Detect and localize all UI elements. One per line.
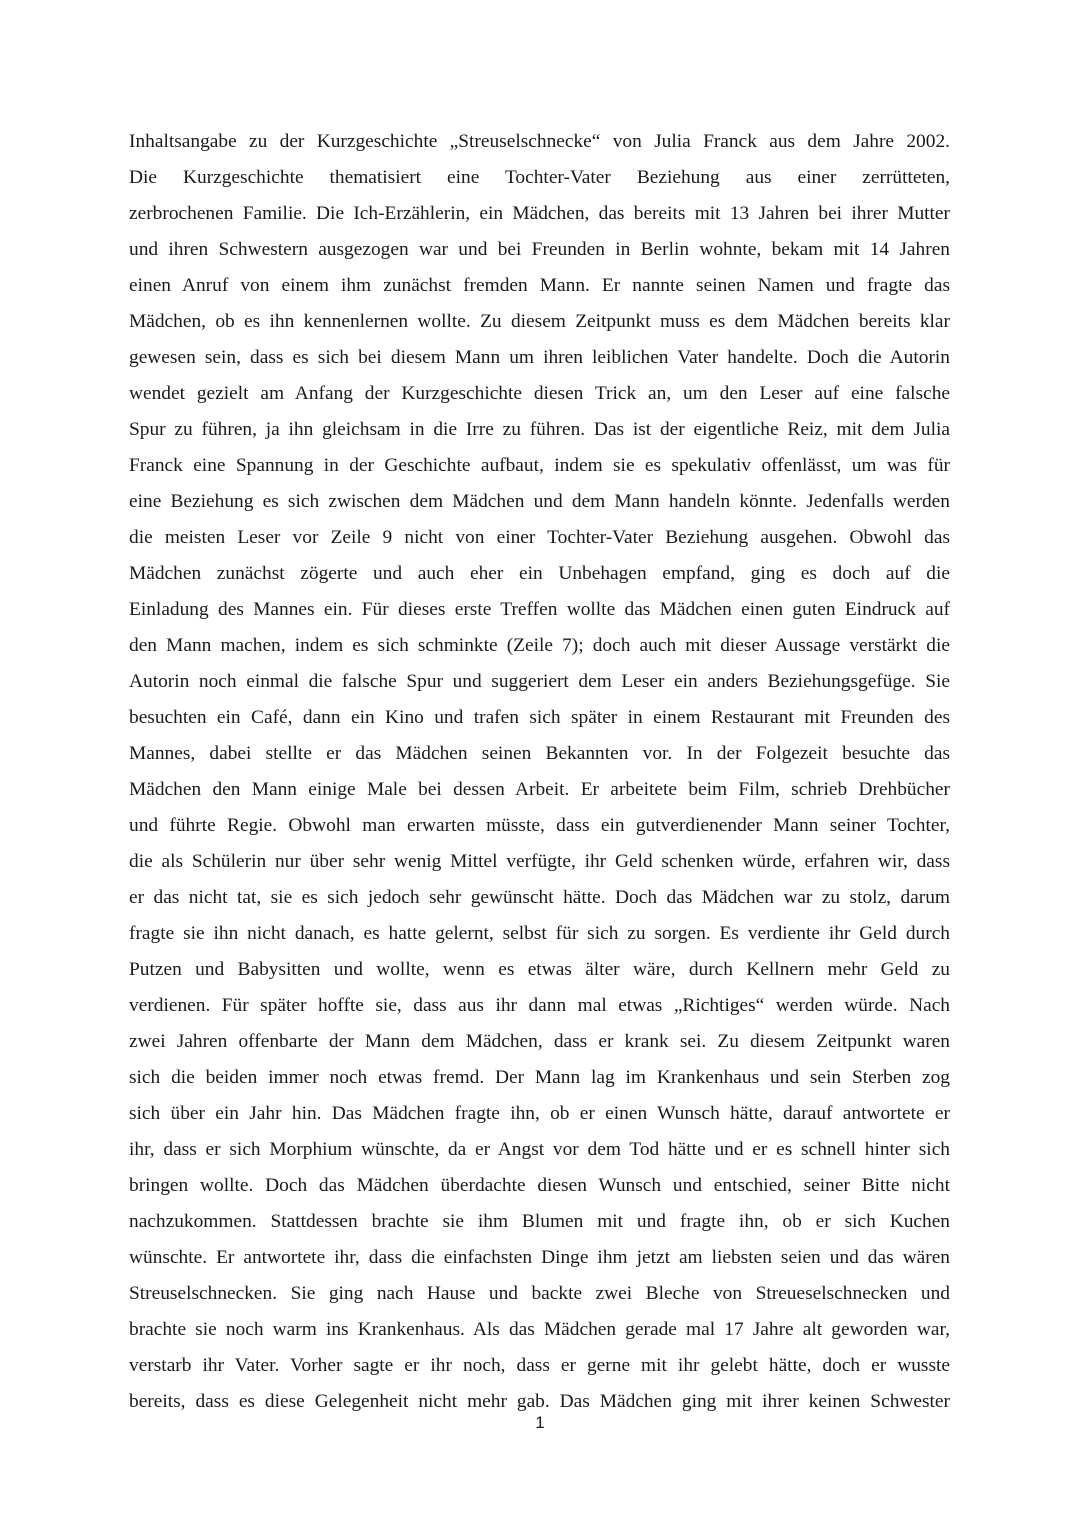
text-line: bringen wollte. Doch das Mädchen überdachte diesen Wunsch und entschied, seiner Bitte nicht bbox=[129, 1175, 950, 1196]
text-line: wünschte. Er antwortete ihr, dass die einfachsten Dinge ihm jetzt am liebsten seien und das wären bbox=[129, 1247, 950, 1268]
text-line: die als Schülerin nur über sehr wenig Mittel verfügte, ihr Geld schenken würde, erfahren wir, dass bbox=[129, 851, 950, 872]
text-line: zwei Jahren offenbarte der Mann dem Mädchen, dass er krank sei. Zu diesem Zeitpunkt waren bbox=[129, 1031, 950, 1052]
text-line: die meisten Leser vor Zeile 9 nicht von einer Tochter-Vater Beziehung ausgehen. Obwohl das bbox=[129, 527, 950, 548]
text-line: besuchten ein Café, dann ein Kino und trafen sich später in einem Restaurant mit Freunden des bbox=[129, 707, 950, 728]
text-line: Mannes, dabei stellte er das Mädchen seinen Bekannten vor. In der Folgezeit besuchte das bbox=[129, 743, 950, 764]
text-line: Mädchen, ob es ihn kennenlernen wollte. Zu diesem Zeitpunkt muss es dem Mädchen bereits klar bbox=[129, 311, 950, 332]
text-line: den Mann machen, indem es sich schminkte (Zeile 7); doch auch mit dieser Aussage verstärkt die bbox=[129, 635, 950, 656]
text-line: Mädchen zunächst zögerte und auch eher ein Unbehagen empfand, ging es doch auf die bbox=[129, 563, 950, 584]
text-line: sich die beiden immer noch etwas fremd. Der Mann lag im Krankenhaus und sein Sterben zog bbox=[129, 1067, 950, 1088]
text-line: fragte sie ihn nicht danach, es hatte gelernt, selbst für sich zu sorgen. Es verdiente ihr Geld durch bbox=[129, 923, 950, 944]
text-line: einen Anruf von einem ihm zunächst fremden Mann. Er nannte seinen Namen und fragte das bbox=[129, 275, 950, 296]
text-line: und ihren Schwestern ausgezogen war und bei Freunden in Berlin wohnte, bekam mit 14 Jahren bbox=[129, 239, 950, 260]
text-line: eine Beziehung es sich zwischen dem Mädchen und dem Mann handeln könnte. Jedenfalls werden bbox=[129, 491, 950, 512]
text-line: er das nicht tat, sie es sich jedoch sehr gewünscht hätte. Doch das Mädchen war zu stolz, darum bbox=[129, 887, 950, 908]
text-line: Inhaltsangabe zu der Kurzgeschichte „Streuselschnecke“ von Julia Franck aus dem Jahre 2002. bbox=[129, 131, 950, 152]
text-line: Putzen und Babysitten und wollte, wenn es etwas älter wäre, durch Kellnern mehr Geld zu bbox=[129, 959, 950, 980]
page-number: 1 bbox=[535, 1413, 545, 1432]
text-line: Die Kurzgeschichte thematisiert eine Tochter-Vater Beziehung aus einer zerrütteten, bbox=[129, 167, 950, 188]
text-line: gewesen sein, dass es sich bei diesem Mann um ihren leiblichen Vater handelte. Doch die Autorin bbox=[129, 347, 950, 368]
text-line: zerbrochenen Familie. Die Ich-Erzählerin, ein Mädchen, das bereits mit 13 Jahren bei ihrer Mutter bbox=[129, 203, 950, 224]
text-line: und führte Regie. Obwohl man erwarten müsste, dass ein gutverdienender Mann seiner Tochter, bbox=[129, 815, 950, 836]
text-line: Franck eine Spannung in der Geschichte aufbaut, indem sie es spekulativ offenlässt, um was für bbox=[129, 455, 950, 476]
text-line: Spur zu führen, ja ihn gleichsam in die Irre zu führen. Das ist der eigentliche Reiz, mit dem Julia bbox=[129, 419, 950, 440]
text-line: ihr, dass er sich Morphium wünschte, da er Angst vor dem Tod hätte und er es schnell hinter sich bbox=[129, 1139, 950, 1160]
text-line: verstarb ihr Vater. Vorher sagte er ihr noch, dass er gerne mit ihr gelebt hätte, doch er wusste bbox=[129, 1355, 950, 1376]
text-line: sich über ein Jahr hin. Das Mädchen fragte ihn, ob er einen Wunsch hätte, darauf antwortete er bbox=[129, 1103, 950, 1124]
text-line: Mädchen den Mann einige Male bei dessen Arbeit. Er arbeitete beim Film, schrieb Drehbücher bbox=[129, 779, 950, 800]
text-line: Streuselschnecken. Sie ging nach Hause und backte zwei Bleche von Streueselschnecken und bbox=[129, 1283, 950, 1304]
text-line: verdienen. Für später hoffte sie, dass aus ihr dann mal etwas „Richtiges“ werden würde. Nach bbox=[129, 995, 950, 1016]
body-text bbox=[129, 124, 950, 1420]
text-line: Autorin noch einmal die falsche Spur und suggeriert dem Leser ein anders Beziehungsgefüge. Sie bbox=[129, 671, 950, 692]
text-line: bereits, dass es diese Gelegenheit nicht mehr gab. Das Mädchen ging mit ihrer keinen Schwester bbox=[129, 1391, 950, 1412]
text-line: nachzukommen. Stattdessen brachte sie ihm Blumen mit und fragte ihn, ob er sich Kuchen bbox=[129, 1211, 950, 1232]
text-line: wendet gezielt am Anfang der Kurzgeschichte diesen Trick an, um den Leser auf eine falsche bbox=[129, 383, 950, 404]
text-line: Einladung des Mannes ein. Für dieses erste Treffen wollte das Mädchen einen guten Eindruck auf bbox=[129, 599, 950, 620]
text-line: brachte sie noch warm ins Krankenhaus. Als das Mädchen gerade mal 17 Jahre alt geworden war, bbox=[129, 1319, 950, 1340]
